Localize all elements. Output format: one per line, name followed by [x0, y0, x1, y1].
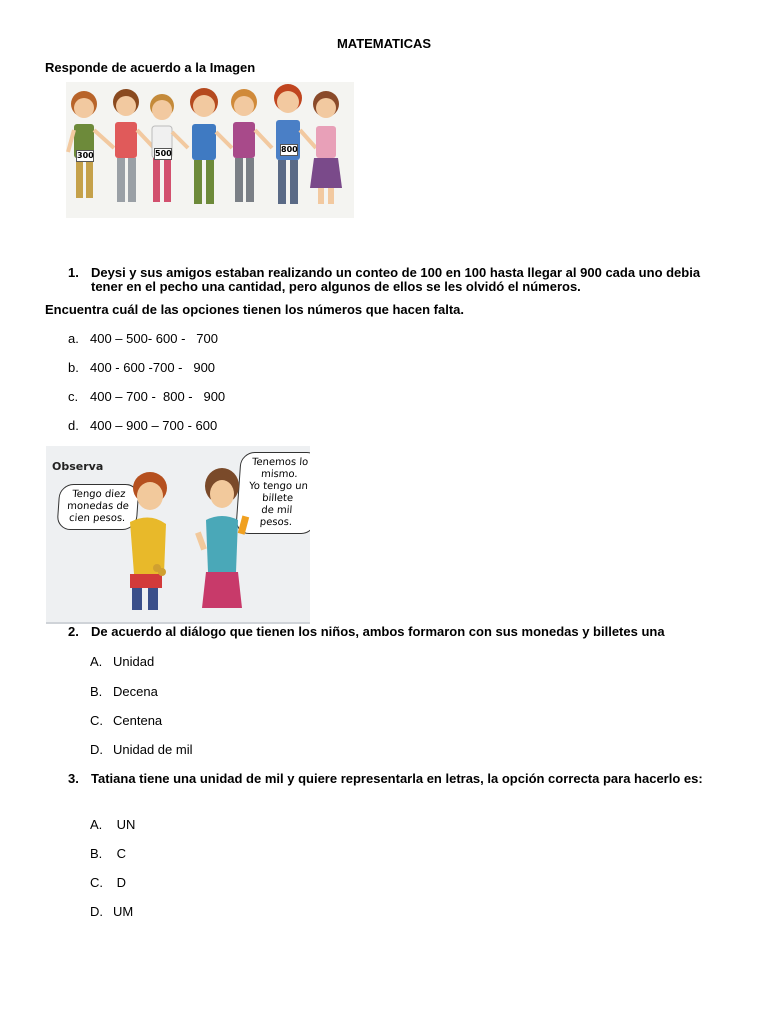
option-3b-text: C: [113, 846, 126, 861]
dialogue-illustration: [46, 446, 310, 624]
question-3-text: Tatiana tiene una unidad de mil y quiere representarla en letras, la opción correcta para hacerlo es:: [91, 771, 703, 786]
girl-speech-line-2: Yo tengo un billete: [248, 481, 309, 504]
option-1d-text: 400 – 900 – 700 - 600: [90, 418, 218, 433]
page-title: MATEMATICAS: [336, 36, 432, 51]
child-5: [231, 89, 272, 202]
option-3a-letter: A.: [90, 817, 103, 832]
badge-300: 300: [77, 151, 94, 160]
dialogue-children-svg: [46, 446, 310, 622]
option-1a-text: 400 – 500- 600 - 700: [90, 331, 218, 346]
question-2: [68, 625, 728, 639]
option-1a-letter: a.: [68, 331, 79, 346]
option-3c-text: D: [113, 875, 126, 890]
boy: [130, 472, 167, 610]
observa-heading: Observa: [52, 460, 104, 473]
child-1: [68, 91, 114, 198]
option-2c-text: Centena: [113, 713, 163, 728]
girl-speech-line-1: Tenemos lo mismo.: [251, 457, 309, 480]
option-2d-letter: D.: [90, 742, 103, 757]
option-2a-letter: A.: [90, 654, 103, 669]
boy-speech-text: Tengo diez monedas de cien pesos.: [66, 489, 130, 524]
question-1-number: 1.: [68, 265, 79, 280]
question-1: [68, 266, 728, 294]
question-2-text: De acuerdo al diálogo que tienen los niños, ambos formaron con sus monedas y billetes una: [91, 624, 665, 639]
instruction: Responde de acuerdo a la Imagen: [45, 60, 256, 75]
option-2a-text: Unidad: [113, 654, 155, 669]
children-illustration-svg: [66, 82, 354, 218]
option-2b-text: Decena: [113, 684, 158, 699]
option-3a-text: UN: [113, 817, 136, 832]
option-1b-text: 400 - 600 -700 - 900: [90, 360, 216, 375]
option-2b-letter: B.: [90, 684, 103, 699]
option-3c-letter: C.: [90, 875, 103, 890]
girl-speech-line-3: de mil pesos.: [259, 505, 293, 528]
child-2: [113, 89, 154, 202]
option-3d-letter: D.: [90, 904, 103, 919]
child-4: [190, 88, 232, 204]
question-1-text: Deysi y sus amigos estaban realizando un conteo de 100 en 100 hasta llegar al 900 cada uno debia tener en el pecho una cantidad, pero algunos de ellos se les olvidó el números.: [91, 265, 701, 294]
question-3: [68, 772, 728, 786]
option-3d-text: UM: [113, 904, 134, 919]
option-2c-letter: C.: [90, 713, 103, 728]
option-3b-letter: B.: [90, 846, 103, 861]
option-1b-letter: b.: [68, 360, 79, 375]
badge-500: 500: [155, 149, 172, 158]
girl: [195, 468, 249, 608]
children-counting-illustration: [66, 82, 354, 218]
question-3-number: 3.: [68, 771, 79, 786]
question-1-followup: Encuentra cuál de las opciones tienen los números que hacen falta.: [45, 302, 465, 317]
option-2d-text: Unidad de mil: [113, 742, 193, 757]
option-1d-letter: d.: [68, 418, 79, 433]
badge-800: 800: [281, 145, 298, 154]
option-1c-text: 400 – 700 - 800 - 900: [90, 389, 226, 404]
question-2-number: 2.: [68, 624, 79, 639]
option-1c-letter: c.: [68, 389, 79, 404]
